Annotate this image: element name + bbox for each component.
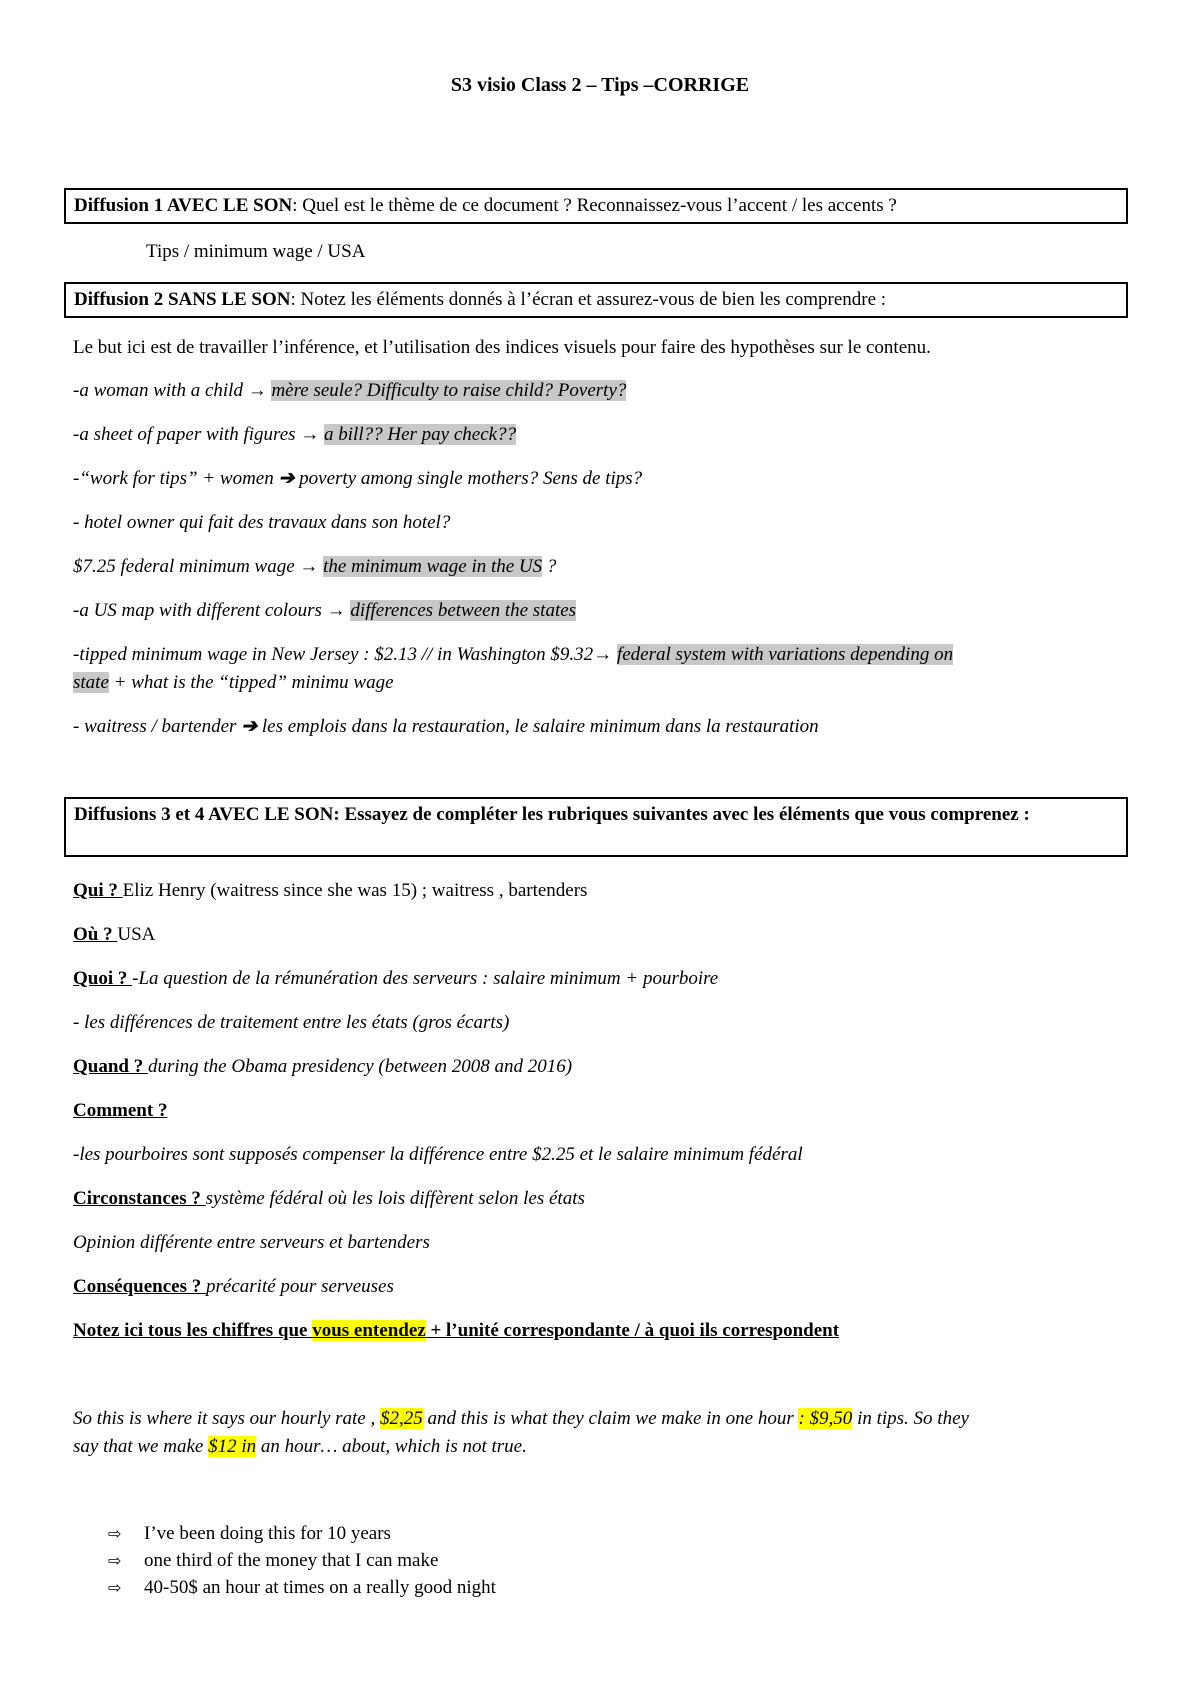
observation-text: - waitress / bartender bbox=[73, 716, 242, 737]
observation-3 bbox=[73, 465, 1140, 492]
diffusion2-label: Diffusion 2 SANS LE SON bbox=[74, 289, 291, 310]
ou-row bbox=[73, 921, 1140, 948]
observation-4: - hotel owner qui fait des travaux dans son hotel? bbox=[73, 512, 451, 533]
diffusion2-instruction: : Notez les éléments donnés à l’écran et assurez-vous de bien les comprendre : bbox=[290, 289, 887, 310]
diffusion1-answer: Tips / minimum wage / USA bbox=[146, 241, 366, 262]
observation-text: $7.25 federal minimum wage bbox=[73, 556, 300, 577]
hypothesis-highlight: differences between the states bbox=[350, 600, 577, 621]
comment-label: Comment ? bbox=[73, 1100, 168, 1121]
quote-line-2 bbox=[73, 1433, 1140, 1460]
observation-7 bbox=[73, 641, 1140, 668]
comment-answer: -les pourboires sont supposés compenser la différence entre $2.25 et le salaire minimum fédéral bbox=[73, 1144, 803, 1165]
observation-text: -a sheet of paper with figures bbox=[73, 424, 301, 445]
bullet-text: 40-50$ an hour at times on a really good night bbox=[144, 1577, 496, 1598]
quote-highlight: $2,25 bbox=[380, 1408, 423, 1429]
circonstances-label: Circonstances ? bbox=[73, 1188, 206, 1209]
quote-text: So this is where it says our hourly rate , bbox=[73, 1408, 380, 1429]
diffusion2-intro: Le but ici est de travailler l’inférence, et l’utilisation des indices visuels pour faire des hypothèses sur le contenu. bbox=[73, 337, 931, 358]
qui-answer: Eliz Henry (waitress since she was 15) ; waitress , bartenders bbox=[122, 880, 588, 901]
observation-8 bbox=[73, 713, 1140, 740]
observation-text: + what is the “tipped” minimu wage bbox=[108, 672, 394, 693]
hypothesis-highlight: a bill?? Her pay check?? bbox=[324, 424, 517, 445]
bold-arrow-icon: ➔ bbox=[241, 716, 258, 737]
arrow-icon: → bbox=[299, 556, 319, 577]
hypothesis-text: les emplois dans la restauration, le salaire minimum dans la restauration bbox=[257, 716, 819, 737]
arrow-bullet-icon: ⇨ bbox=[108, 1524, 122, 1543]
hypothesis-tail: ? bbox=[542, 556, 557, 577]
observation-5 bbox=[73, 553, 1140, 580]
hypothesis-highlight: mère seule? Difficulty to raise child? Poverty? bbox=[271, 380, 627, 401]
notez-highlight: vous entendez bbox=[312, 1320, 426, 1341]
diffusion1-instruction: : Quel est le thème de ce document ? Reconnaissez-vous l’accent / les accents ? bbox=[292, 195, 897, 216]
bullet-text: one third of the money that I can make bbox=[144, 1550, 439, 1571]
observation-7-cont bbox=[73, 669, 1140, 696]
observation-1 bbox=[73, 377, 1140, 404]
observation-text: -a US map with different colours bbox=[73, 600, 327, 621]
bold-arrow-icon: ➔ bbox=[278, 468, 295, 489]
notez-heading bbox=[73, 1317, 1140, 1344]
bullet-item bbox=[108, 1547, 438, 1574]
quote-text: in tips. So they bbox=[852, 1408, 969, 1429]
circonstances-answer: système fédéral où les lois diffèrent selon les états bbox=[205, 1188, 585, 1209]
notez-text: Notez ici tous les chiffres que bbox=[73, 1320, 313, 1341]
quand-row bbox=[73, 1053, 1140, 1080]
opinion-line: Opinion différente entre serveurs et bartenders bbox=[73, 1232, 430, 1253]
document-title: S3 visio Class 2 – Tips –CORRIGE bbox=[450, 74, 750, 96]
diffusion1-box bbox=[64, 188, 1128, 224]
quoi-row bbox=[73, 965, 1140, 992]
quote-text: say that we make bbox=[73, 1436, 209, 1457]
diffusion34-label: Diffusions 3 et 4 AVEC LE SON bbox=[74, 804, 334, 825]
consequences-label: Conséquences ? bbox=[73, 1276, 207, 1297]
hypothesis-text: poverty among single mothers? Sens de tips? bbox=[294, 468, 643, 489]
diffusion2-box bbox=[64, 282, 1128, 318]
quand-answer: during the Obama presidency (between 2008 and 2016) bbox=[147, 1056, 573, 1077]
observation-6 bbox=[73, 597, 1140, 624]
circonstances-row bbox=[73, 1185, 1140, 1212]
quoi-answer: -La question de la rémunération des serveurs : salaire minimum + pourboire bbox=[132, 968, 719, 989]
qui-row bbox=[73, 877, 1140, 904]
arrow-icon: → bbox=[326, 600, 346, 621]
quote-highlight: : $9,50 bbox=[798, 1408, 853, 1429]
comment-row bbox=[73, 1097, 1140, 1124]
notez-text-end: + l’unité correspondante / à quoi ils correspondent bbox=[425, 1320, 840, 1341]
arrow-bullet-icon: ⇨ bbox=[108, 1551, 122, 1570]
diffusion1-label: Diffusion 1 AVEC LE SON bbox=[74, 195, 293, 216]
diffusion34-instruction: : Essayez de compléter les rubriques suivantes avec les éléments que vous comprenez : bbox=[333, 804, 1030, 825]
diffusion34-box bbox=[64, 797, 1128, 857]
observation-text: -tipped minimum wage in New Jersey : $2.13 // in Washington $9.32 bbox=[73, 644, 594, 665]
arrow-icon: → bbox=[300, 424, 320, 445]
quote-text: an hour… about, which is not true. bbox=[256, 1436, 527, 1457]
hypothesis-highlight: state bbox=[73, 672, 109, 693]
bullet-item bbox=[108, 1520, 391, 1547]
quote-text: and this is what they claim we make in one hour bbox=[422, 1408, 799, 1429]
observation-text: -“work for tips” + women bbox=[73, 468, 279, 489]
ou-answer: USA bbox=[117, 924, 156, 945]
bullet-item bbox=[108, 1574, 496, 1601]
ou-label: Où ? bbox=[73, 924, 118, 945]
quote-highlight: $12 in bbox=[208, 1436, 257, 1457]
arrow-icon: → bbox=[593, 644, 613, 665]
arrow-bullet-icon: ⇨ bbox=[108, 1578, 122, 1597]
arrow-icon: → bbox=[247, 380, 267, 401]
quoi-answer-2: - les différences de traitement entre les états (gros écarts) bbox=[73, 1012, 510, 1033]
consequences-answer: précarité pour serveuses bbox=[206, 1276, 394, 1297]
bullet-text: I’ve been doing this for 10 years bbox=[144, 1523, 391, 1544]
hypothesis-highlight: federal system with variations depending on bbox=[616, 644, 954, 665]
consequences-row bbox=[73, 1273, 1140, 1300]
quoi-label: Quoi ? bbox=[73, 968, 133, 989]
observation-text: -a woman with a child bbox=[73, 380, 248, 401]
quote-line-1 bbox=[73, 1405, 1140, 1432]
quand-label: Quand ? bbox=[73, 1056, 148, 1077]
observation-2 bbox=[73, 421, 1140, 448]
qui-label: Qui ? bbox=[73, 880, 123, 901]
hypothesis-highlight: the minimum wage in the US bbox=[323, 556, 543, 577]
